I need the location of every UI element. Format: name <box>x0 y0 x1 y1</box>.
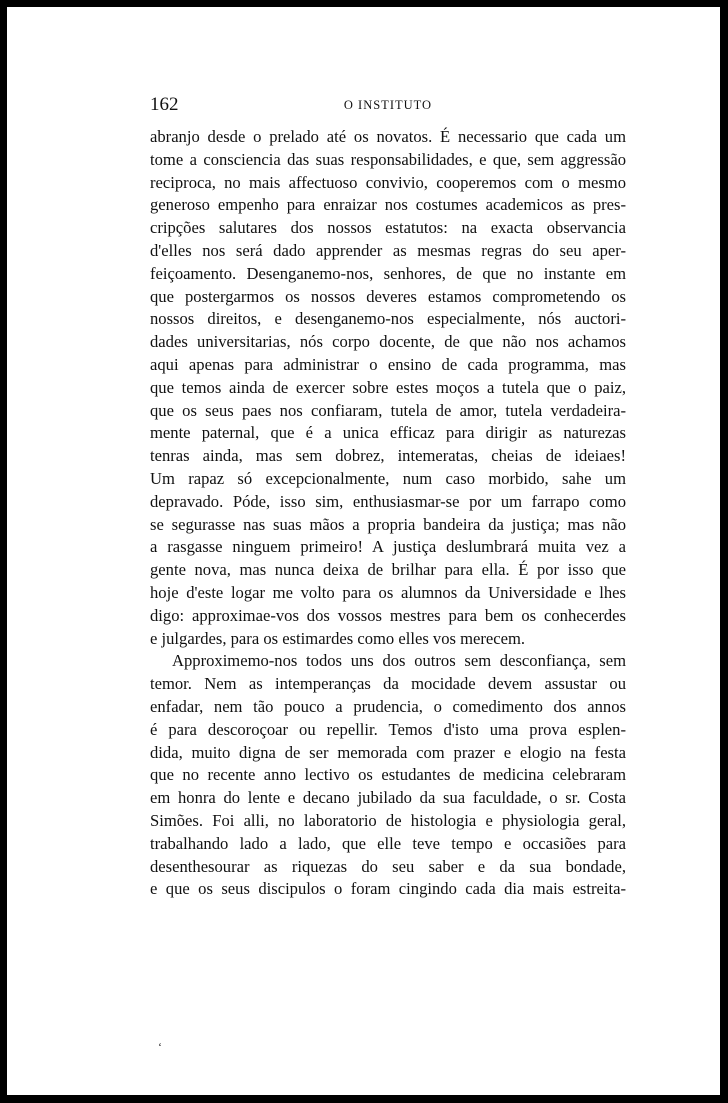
text-line: a rasgasse ninguem primeiro! A justiça deslumbrará muita vez a <box>150 537 626 557</box>
text-line: que no recente anno lectivo os estudantes de medicina celebraram <box>150 765 626 785</box>
text-line: depravado. Póde, isso sim, enthusiasmar-se por um farrapo como <box>150 491 626 511</box>
text-line: digo: approximae-vos dos vossos mestres para bem os conhecerdes <box>150 605 626 625</box>
text-line: dida, muito digna de ser memorada com prazer e elogio na festa <box>150 742 626 762</box>
text-line: mente paternal, que é a unica efficaz para dirigir as naturezas <box>150 423 626 443</box>
text-line: d'elles nos será dado apprender as mesmas regras do seu aper- <box>150 240 626 260</box>
text-line: abranjo desde o prelado até os novatos. É necessario que cada um <box>150 127 626 146</box>
text-line: e julgardes, para os estimardes como elles vos merecem. <box>150 628 526 648</box>
text-line: e que os seus discipulos o foram cingindo cada dia mais estreita- <box>150 879 626 899</box>
text-line: gente nova, mas nunca deixa de brilhar para ella. É por isso que <box>150 560 626 580</box>
text-line: reciproca, no mais affectuoso convivio, cooperemos com o mesmo <box>150 172 626 192</box>
page-number: 162 <box>150 94 179 115</box>
text-line: Um rapaz só excepcionalmente, num caso morbido, sahe um <box>150 468 626 488</box>
text-line: que os seus paes nos confiaram, tutela de amor, tutela verdadeira- <box>150 400 626 420</box>
body-text <box>150 126 626 901</box>
text-line: aqui apenas para administrar o ensino de cada programma, mas <box>150 354 626 374</box>
text-line: enfadar, nem tão pouco a prudencia, o comedimento dos annos <box>150 696 626 716</box>
text-line: generoso empenho para enraizar nos costumes academicos as pres- <box>150 195 626 215</box>
text-line: dades universitarias, nós corpo docente, de que não nos achamos <box>150 332 626 352</box>
text-line: trabalhando lado a lado, que elle teve tempo e occasiões para <box>150 833 626 853</box>
text-line: hoje d'este logar me volto para os alumnos da Universidade e lhes <box>150 582 626 602</box>
text-line: tome a consciencia das suas responsabilidades, e que, sem aggressão <box>150 149 626 169</box>
text-line: em honra do lente e decano jubilado da sua faculdade, o sr. Costa <box>150 788 626 808</box>
text-line: que temos ainda de exercer sobre estes moços a tutela que o paiz, <box>150 377 626 397</box>
text-line: tenras ainda, mas sem dobrez, intemeratas, cheias de ideiaes! <box>150 446 626 466</box>
text-line: que postergarmos os nossos deveres estamos comprometendo os <box>150 286 626 306</box>
text-line: feiçoamento. Desenganemo-nos, senhores, de que no instante em <box>150 263 626 283</box>
text-line: se segurasse nas suas mãos a propria bandeira da justiça; mas não <box>150 514 626 534</box>
text-line: desenthesourar as riquezas do seu saber e da sua bondade, <box>150 856 626 876</box>
text-line: é para descoroçoar ou repellir. Temos d'isto uma prova esplen- <box>150 719 626 739</box>
text-line: temor. Nem as intemperanças da mocidade devem assustar ou <box>150 674 626 694</box>
text-line: Simões. Foi alli, no laboratorio de histologia e physiologia geral, <box>150 810 626 830</box>
page-header <box>150 94 626 118</box>
text-line: cripções salutares dos nossos estatutos: na exacta observancia <box>150 218 626 238</box>
running-title: O INSTITUTO <box>343 98 433 112</box>
text-line: nossos direitos, e desenganemo-nos especialmente, nós auctori- <box>150 309 626 329</box>
stray-ink-mark: ‘ <box>158 1040 162 1054</box>
text-line: Approximemo-nos todos uns dos outros sem desconfiança, sem <box>172 651 626 671</box>
